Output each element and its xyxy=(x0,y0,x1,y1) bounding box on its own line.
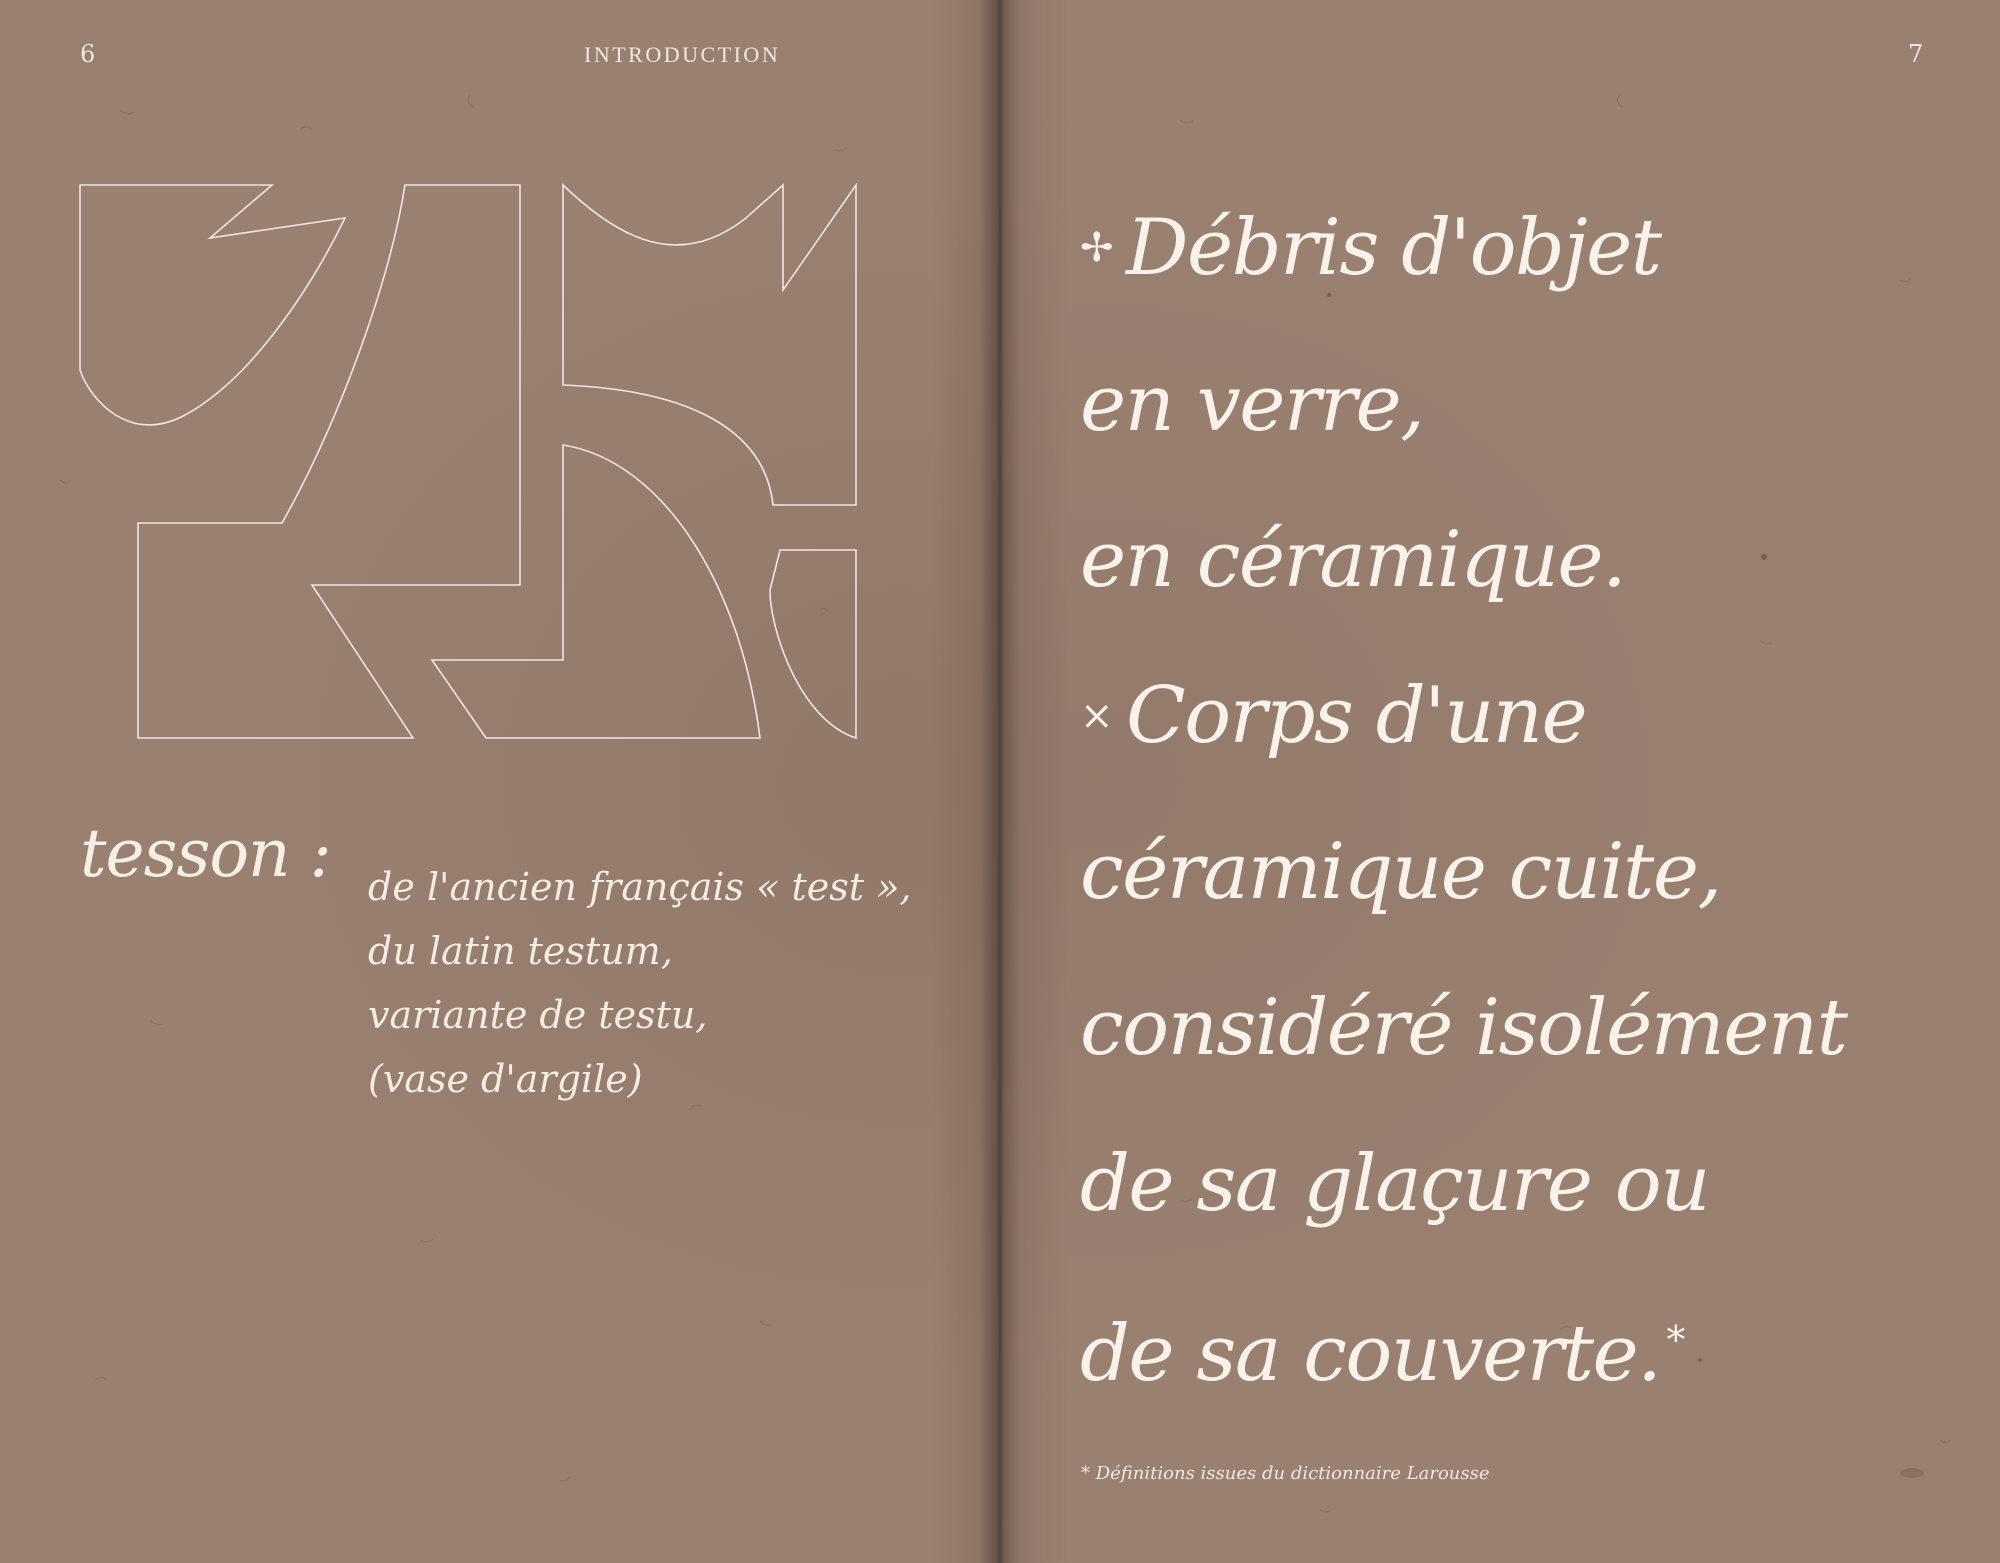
page-number-left: 6 xyxy=(80,40,96,68)
multiply-ornament-icon: × xyxy=(1080,692,1113,739)
shard-shape-2 xyxy=(138,185,520,738)
etymology-line: de l'ancien français « test », xyxy=(368,865,912,909)
footnote-reference: * xyxy=(1666,1318,1684,1362)
running-head: INTRODUCTION xyxy=(584,42,781,67)
definitions-block xyxy=(1080,170,1846,1418)
definition-line: considéré isolément xyxy=(1080,983,1847,1073)
definition-line: de sa glaçure ou xyxy=(1080,1139,1709,1229)
shard-shape-1 xyxy=(80,185,345,425)
definition-line: × Corps d'une xyxy=(1080,638,1846,794)
etymology-block xyxy=(368,855,911,1111)
etymology-line: du latin testum, xyxy=(368,929,673,973)
definition-line: céramique cuite, xyxy=(1080,827,1721,917)
shard-shape-3 xyxy=(563,185,856,505)
definition-line: de sa couverte. * xyxy=(1080,1309,1684,1399)
definition-line: en céramique. xyxy=(1080,515,1626,605)
etymology-line: (vase d'argile) xyxy=(368,1057,643,1101)
definition-line: ✢ Débris d'objet xyxy=(1080,170,1846,326)
shard-shape-4 xyxy=(432,445,760,738)
term-heading: tesson : xyxy=(80,815,331,892)
cross-ornament-icon: ✢ xyxy=(1080,224,1113,271)
shard-shape-5 xyxy=(770,550,856,738)
footnote: * Définitions issues du dictionnaire Larousse xyxy=(1081,1463,1490,1484)
page-number-right: 7 xyxy=(1908,40,1924,68)
definition-line: en verre, xyxy=(1080,359,1424,449)
etymology-line: variante de testu, xyxy=(368,993,708,1037)
shard-line-illustration xyxy=(60,160,940,760)
